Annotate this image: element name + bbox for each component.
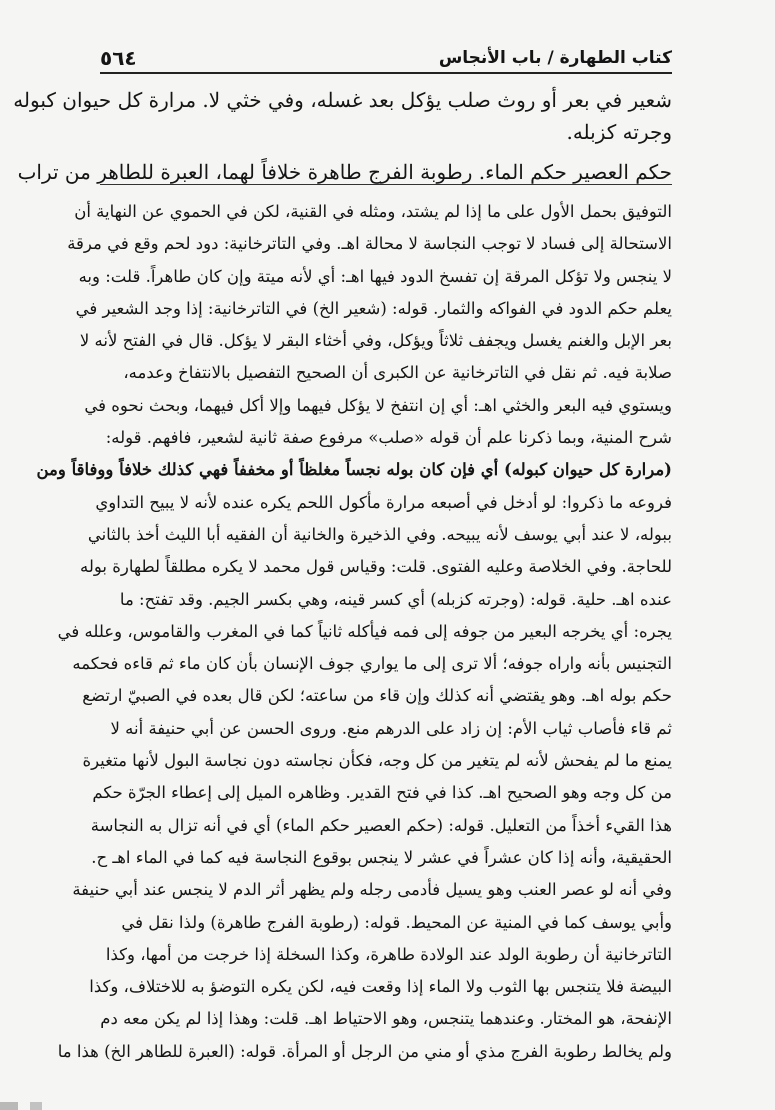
commentary-text <box>36 196 672 1068</box>
commentary-line: شرح المنية، وبما ذكرنا علم أن قوله «صلب» مرفوع صفة ثانية لشعير، فافهم. قوله: <box>105 428 672 448</box>
commentary-line: التجنيس بأنه واراه جوفه؛ ألا ترى إلى ما يواري جوف الإنسان بأن كان ماء ثم قاءه فحكمه <box>72 654 672 674</box>
commentary-line: من كل وجه وهو الصحيح اهـ. كذا في فتح القدير. وظاهره الميل إلى إعطاء الجرّة حكم <box>92 783 672 803</box>
main-text-continued <box>17 156 672 188</box>
commentary-line: للحاجة. وفي الخلاصة وعليه الفتوى. قلت: وقياس قول محمد لا يكره مطلقاً لطهارة بوله <box>79 557 672 577</box>
commentary-line: هذا القيء أخذاً من التعليل. قوله: (حكم العصير حكم الماء) أي في أنه تزال به النجاسة <box>90 815 672 835</box>
commentary-line: الاستحالة إلى فساد لا توجب النجاسة لا محالة اهـ. وفي التاترخانية: دود لحم وقع في مرقة <box>67 234 672 254</box>
commentary-line: ويستوي فيه البعر والخثي اهـ: أي إن انتفخ لا يؤكل فيهما وإلا أكل فيهما، وبحث نحوه في <box>84 395 672 415</box>
commentary-line: يمنع ما لم يفحش لأنه لم يتغير من كل وجه، فكأن نجاسته دون نجاسة البول لأنها متغيرة <box>82 751 672 771</box>
commentary-line: بعر الإبل والغنم يغسل ويجفف ثلاثاً ويؤكل، وفي أخثاء البقر لا يؤكل. قال في الفتح لأنه لا <box>79 331 672 351</box>
page-header <box>100 36 672 74</box>
main-text <box>13 84 672 148</box>
commentary-line: الحقيقية، وأنه إذا كان عشراً في عشر لا ينجس بوقوع النجاسة فيه كما في الماء اهـ ح. <box>91 847 672 867</box>
commentary-line: التوفيق بحمل الأول على ما إذا لم يشتد، ومثله في القنية، لكن في الحموي عن النهاية أن <box>74 202 672 221</box>
commentary-line: ببوله، لا عند أبي يوسف لأنه يبيحه. وفي الذخيرة والخانية أن الفقيه أبا الليث أخذ بالثاني <box>87 524 672 544</box>
main-text-line: وجرته كزبله. <box>566 120 672 144</box>
commentary-line: البيضة فلا يتنجس بها الثوب ولا الماء إذا وقعت فيه، لكن يكره التوضؤ به للاختلاف، وكذا <box>89 977 672 997</box>
commentary-line: صلابة فيه. ثم نقل في التاترخانية عن الكبرى أن الصحيح التفصيل بالانتفاخ وعدمه، <box>123 363 672 383</box>
commentary-line: يعلم حكم الدود في الفواكه والثمار. قوله: (شعير الخ) في التاترخانية: إذا وجد الشعير في <box>75 298 672 318</box>
commentary-line: يجره: أي يخرجه البعير من جوفه إلى فمه فيأكله ثانياً كما في المغرب والقاموس، وعلله في <box>57 621 672 641</box>
commentary-line: حكم بوله اهـ. وهو يقتضي أنه كذلك وإن قاء من ساعته؛ لكن قال بعده في الصبيّ ارتضع <box>82 686 672 706</box>
commentary-line: فروعه ما ذكروا: لو أدخل في أصبعه مرارة مأكول اللحم يكره عنده لأنه لا يبيح التداوي <box>95 492 672 512</box>
main-text-line: شعير في بعر أو روث صلب يؤكل بعد غسله، وفي خثي لا. مرارة كل حيوان كبوله <box>13 88 672 112</box>
commentary-line: وأبي يوسف كما في المنية عن المحيط. قوله: (رطوبة الفرج طاهرة) ولذا نقل في <box>121 912 672 932</box>
scan-edge-mark <box>0 1102 70 1110</box>
main-text-line: حكم العصير حكم الماء. رطوبة الفرج طاهرة خلافاً لهما، العبرة للطاهر من تراب <box>17 160 672 184</box>
commentary-line: وفي أنه لو عصر العنب وهو يسيل فأدمى رجله ولم يظهر أثر الدم لا ينجس عند أبي حنيفة <box>72 880 672 900</box>
page-number: ٥٦٤ <box>100 46 137 70</box>
commentary-line: ولم يخالط رطوبة الفرج مذي أو مني من الرجل أو المرأة. قوله: (العبرة للطاهر الخ) هذا ما <box>57 1041 672 1061</box>
commentary-line: لا ينجس ولا تؤكل المرقة إن تفسخ الدود فيها اهـ: أي لأنه ميتة وإن كان طاهراً. قلت: وبه <box>78 266 672 286</box>
commentary-line: الإنفحة، هو المختار. وعندهما يتنجس، وهو الاحتياط اهـ. قلت: وهذا إذا لم يكن معه دم <box>100 1009 672 1029</box>
commentary-line: (مرارة كل حيوان كبوله) أي فإن كان بوله نجساً مغلظاً أو مخففاً فهي كذلك خلافاً ووفاقاً ومن <box>36 460 672 480</box>
commentary-line: ثم قاء فأصاب ثياب الأم: إن زاد على الدرهم منع. وروى الحسن عن أبي حنيفة أنه لا <box>110 718 672 738</box>
commentary-line: عنده اهـ. حلية. قوله: (وجرته كزبله) أي كسر قينه، وهي بكسر الجيم. وقد تفتح: ما <box>119 589 672 609</box>
running-title: كتاب الطهارة / باب الأنجاس <box>438 48 672 68</box>
commentary-line: التاترخانية أن رطوبة الولد عند الولادة طاهرة، وكذا السخلة إذا خرجت من أمها، وكذا <box>105 944 672 964</box>
